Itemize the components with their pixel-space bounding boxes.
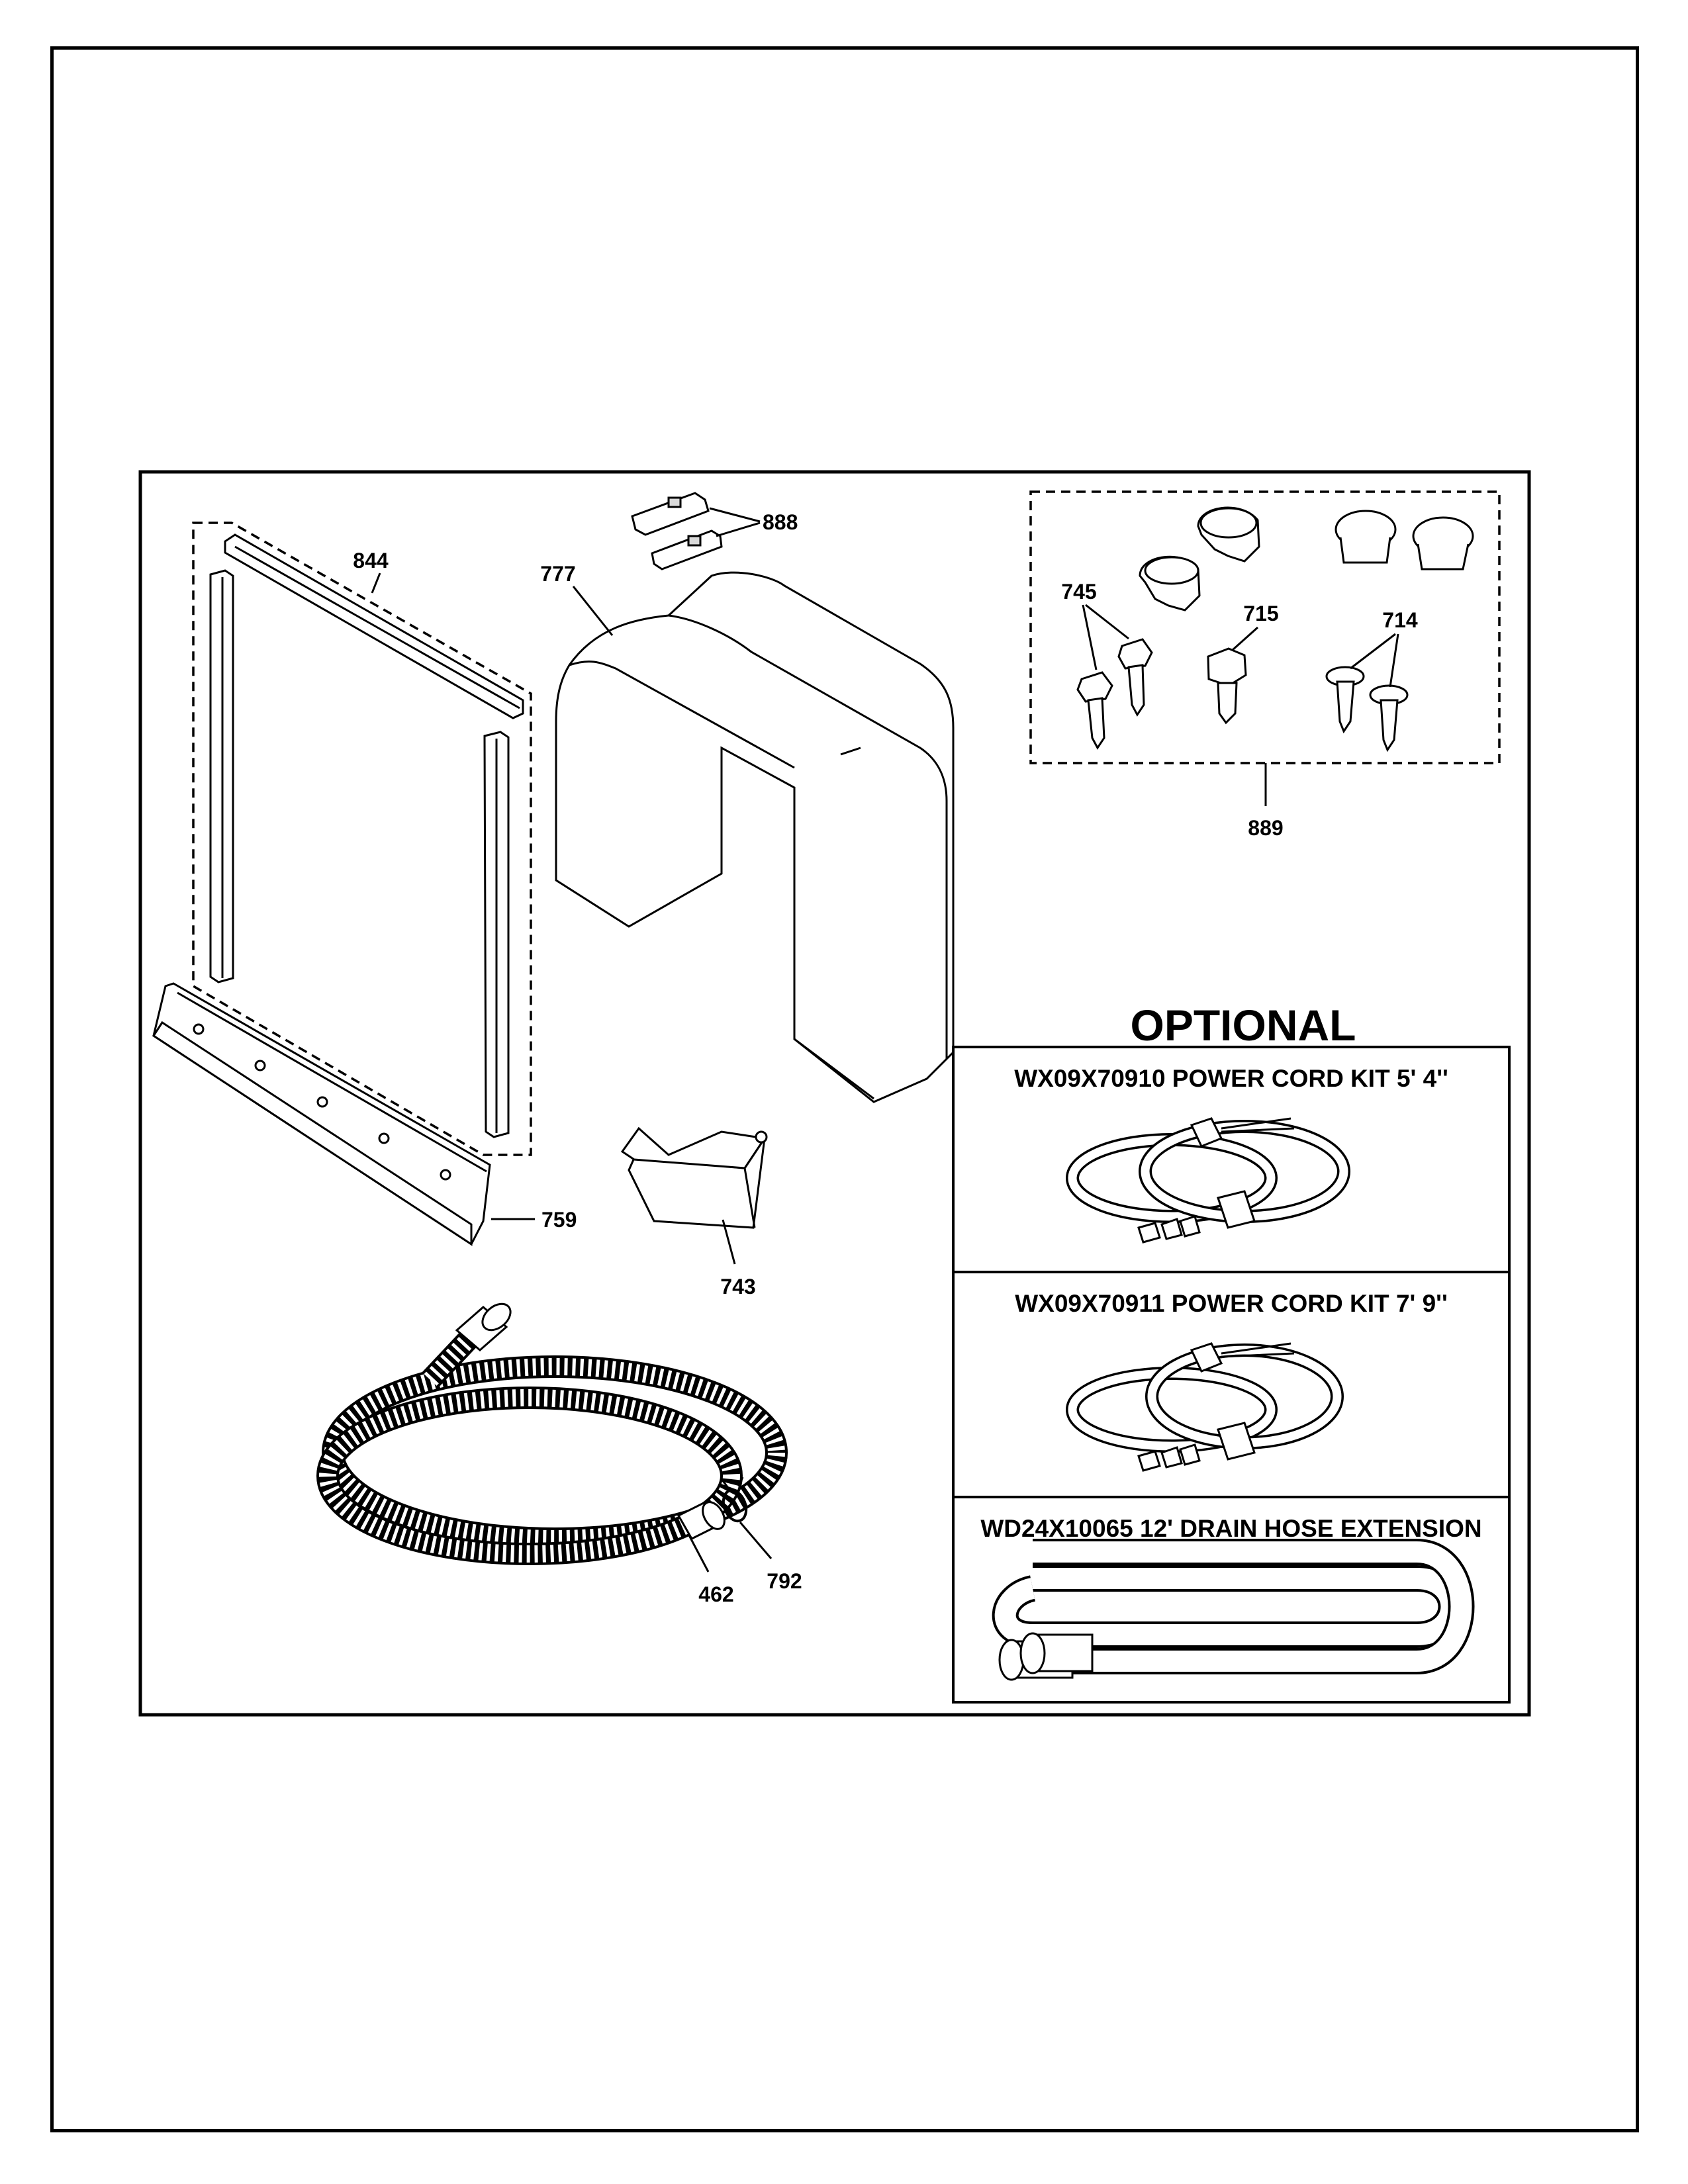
power-cord-icon <box>1072 1343 1337 1471</box>
label-889: 889 <box>1248 816 1284 840</box>
leader-888b <box>716 523 760 536</box>
label-792: 792 <box>767 1569 802 1593</box>
drain-cup-icon <box>622 1128 767 1228</box>
label-715: 715 <box>1243 602 1279 625</box>
optional-title: OPTIONAL <box>1130 1001 1356 1050</box>
drain-hose-extension-icon <box>1000 1552 1462 1680</box>
leader-792 <box>740 1522 771 1559</box>
label-844: 844 <box>353 549 389 572</box>
kit-caption-3: WD24X10065 12' DRAIN HOSE EXTENSION <box>980 1515 1482 1542</box>
drain-hose-icon <box>328 1298 776 1554</box>
label-462: 462 <box>698 1582 734 1606</box>
label-743: 743 <box>720 1275 756 1298</box>
leader-714a <box>1350 634 1395 668</box>
leader-745b <box>1086 605 1129 639</box>
label-759: 759 <box>541 1208 577 1232</box>
leader-844 <box>372 573 380 593</box>
kit-caption-2: WX09X70911 POWER CORD KIT 7' 9'' <box>1015 1290 1448 1317</box>
shield-icon <box>556 572 953 1102</box>
toe-kick-icon <box>154 983 490 1244</box>
leader-462 <box>688 1534 708 1572</box>
label-745: 745 <box>1061 580 1097 604</box>
leader-777 <box>573 586 612 635</box>
brace-bracket-icon <box>632 493 722 569</box>
power-cord-icon <box>1072 1118 1344 1242</box>
label-714: 714 <box>1382 608 1418 632</box>
leader-745a <box>1083 605 1096 670</box>
leader-888a <box>710 508 760 522</box>
label-777: 777 <box>540 562 576 586</box>
leader-715 <box>1233 627 1258 650</box>
label-888: 888 <box>763 510 798 534</box>
leader-714b <box>1390 634 1398 687</box>
kit-caption-1: WX09X70910 POWER CORD KIT 5' 4'' <box>1014 1065 1448 1092</box>
